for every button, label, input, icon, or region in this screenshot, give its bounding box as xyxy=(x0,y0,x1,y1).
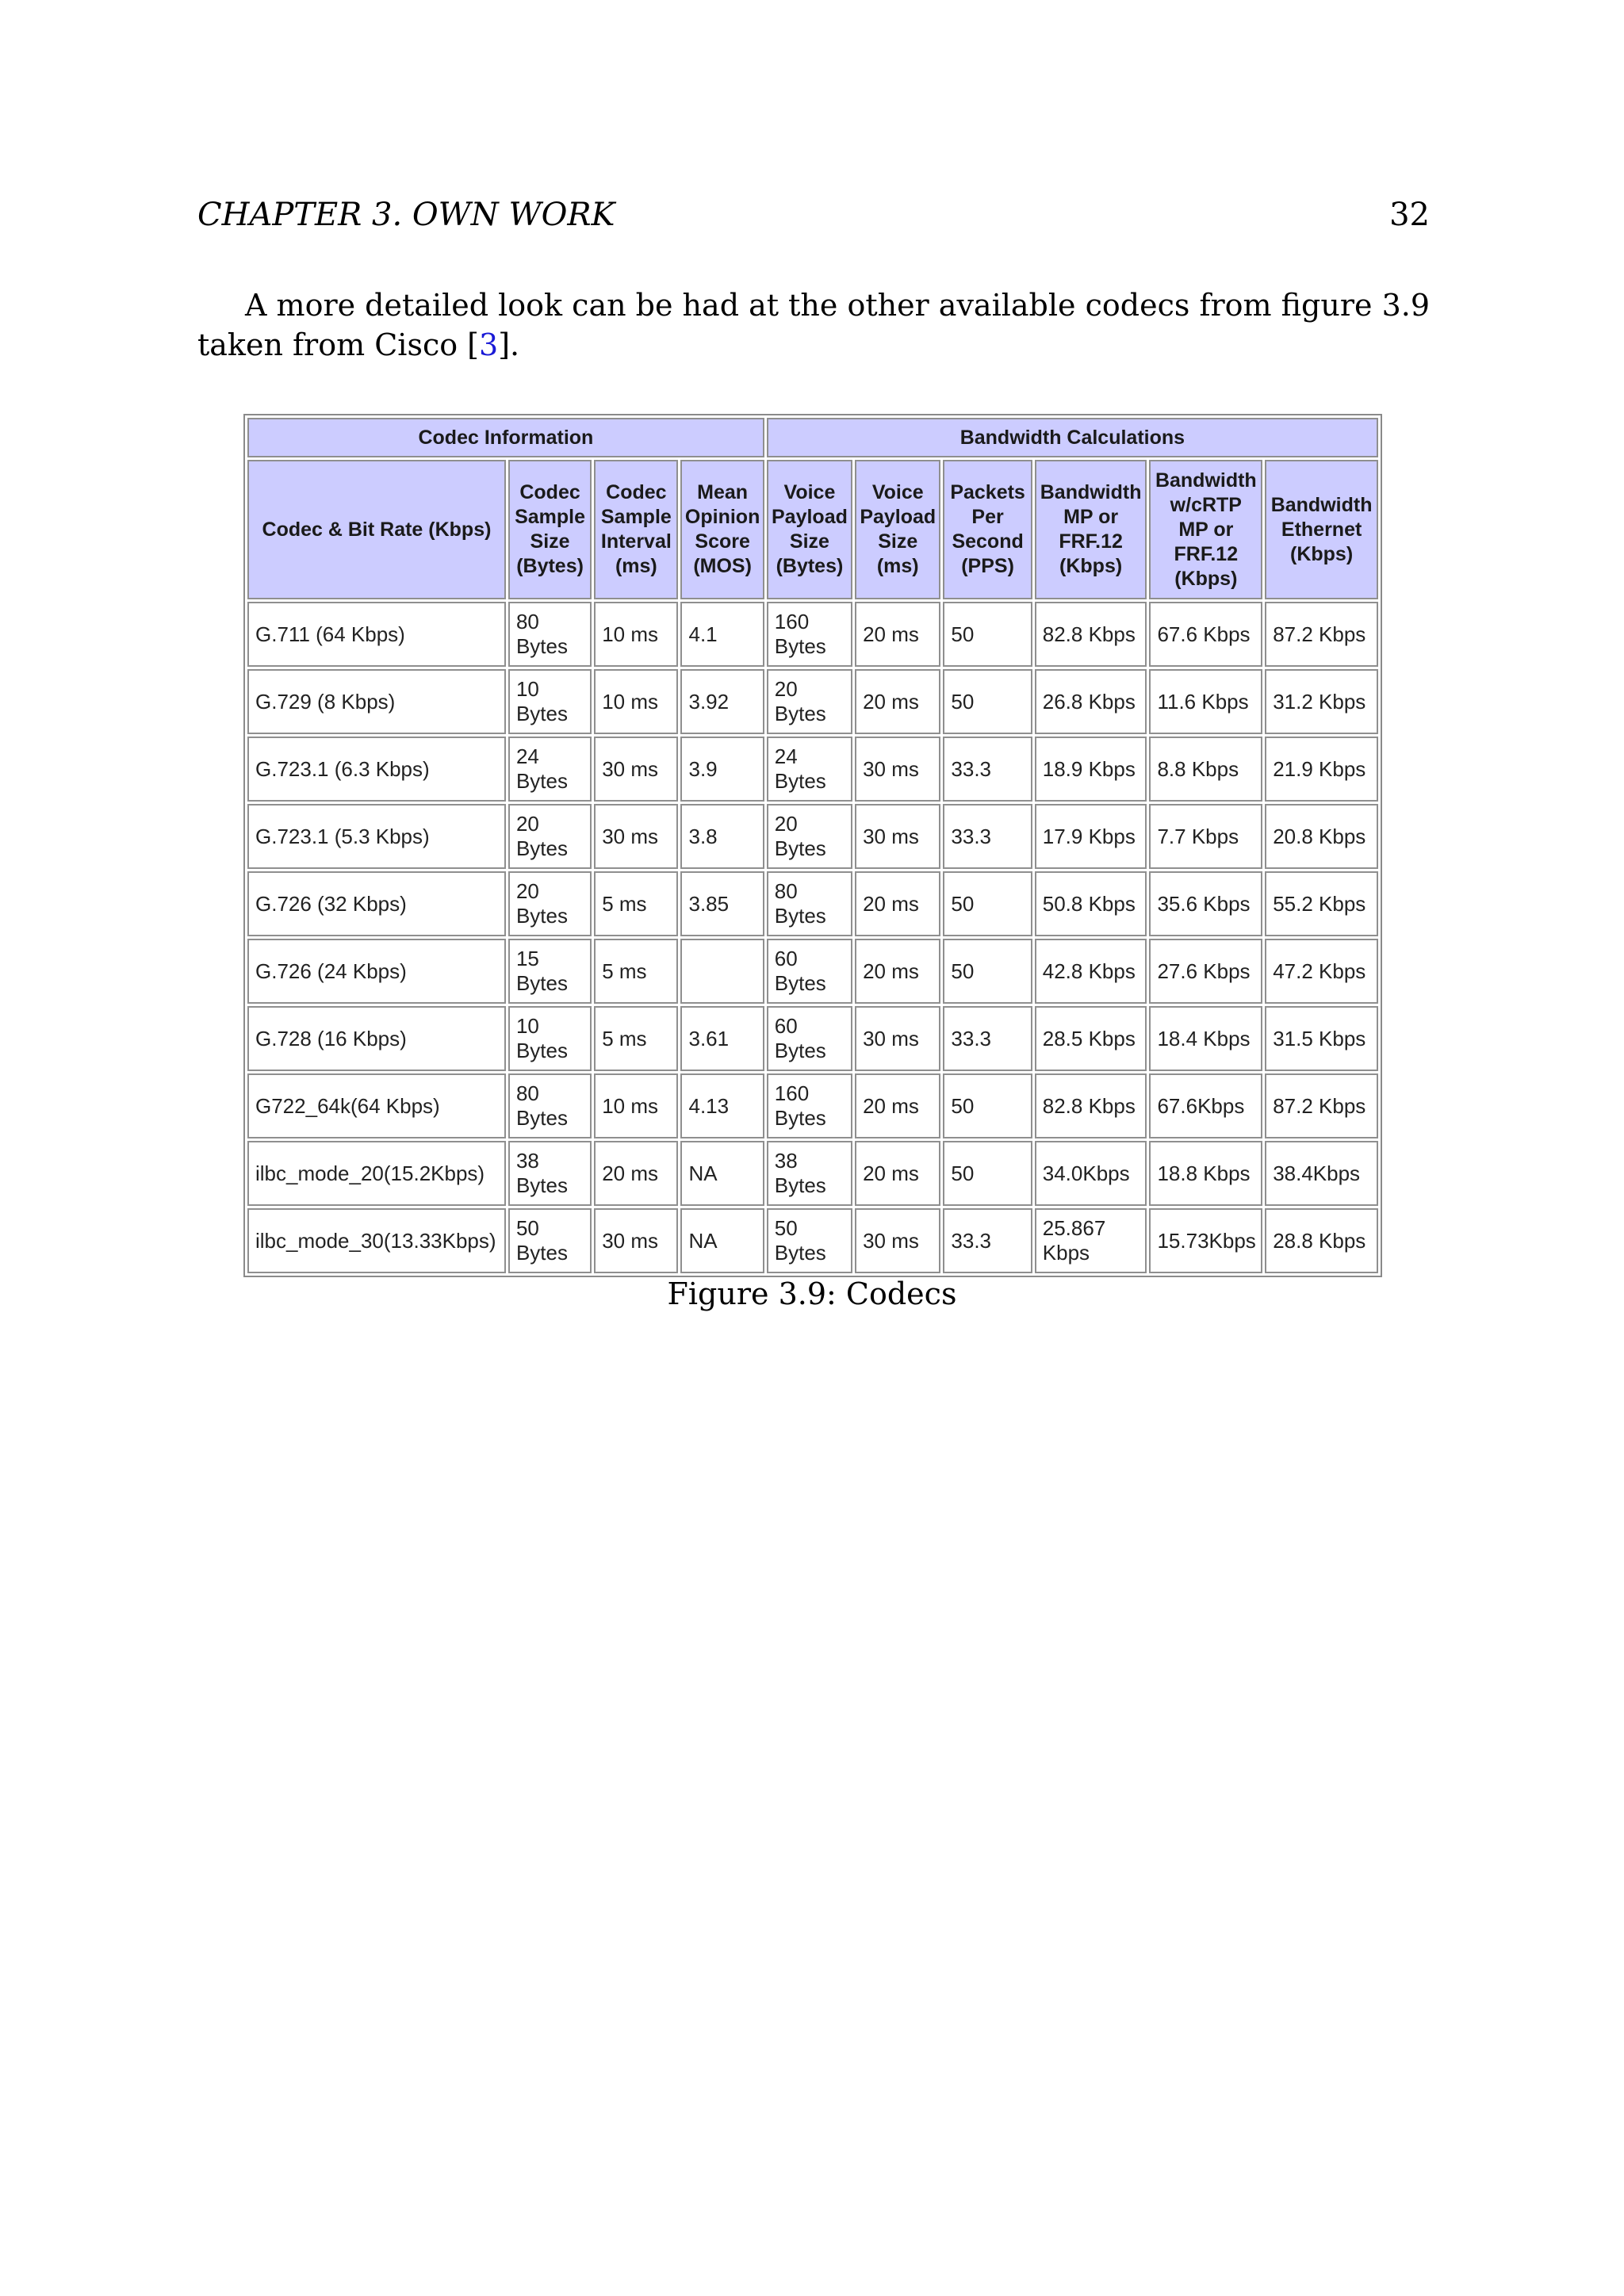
table-cell: 38 Bytes xyxy=(508,1141,592,1206)
codec-name-cell: ilbc_mode_30(13.33Kbps) xyxy=(247,1208,506,1273)
table-cell: 20 ms xyxy=(855,1141,940,1206)
column-header: Codec Sample Size (Bytes) xyxy=(508,460,592,599)
table-cell: 10 ms xyxy=(594,669,678,734)
table-cell: 80 Bytes xyxy=(508,1073,592,1138)
table-cell: 11.6 Kbps xyxy=(1149,669,1262,734)
column-header-row xyxy=(247,460,1378,599)
table-cell: 33.3 xyxy=(943,737,1032,802)
table-cell: 67.6Kbps xyxy=(1149,1073,1262,1138)
table-row xyxy=(247,602,1378,667)
table-cell: 18.9 Kbps xyxy=(1035,737,1147,802)
table-cell xyxy=(680,939,764,1004)
table-cell: 20 ms xyxy=(855,602,940,667)
table-row xyxy=(247,737,1378,802)
table-row xyxy=(247,1208,1378,1273)
table-row xyxy=(247,1006,1378,1071)
table-cell: 50 xyxy=(943,1073,1032,1138)
table-cell: 87.2 Kbps xyxy=(1265,1073,1378,1138)
table-cell: 8.8 Kbps xyxy=(1149,737,1262,802)
table-cell: 3.61 xyxy=(680,1006,764,1071)
page-number: 32 xyxy=(1389,197,1430,233)
table-cell: 21.9 Kbps xyxy=(1265,737,1378,802)
table-cell: 10 ms xyxy=(594,1073,678,1138)
figure-caption: Figure 3.9: Codecs xyxy=(667,1276,957,1311)
body-paragraph xyxy=(197,285,1430,365)
table-cell: 7.7 Kbps xyxy=(1149,804,1262,869)
table-cell: 30 ms xyxy=(855,1006,940,1071)
table-cell: 35.6 Kbps xyxy=(1149,871,1262,936)
codec-name-cell: G.729 (8 Kbps) xyxy=(247,669,506,734)
codec-name-cell: G.711 (64 Kbps) xyxy=(247,602,506,667)
table-cell: 31.2 Kbps xyxy=(1265,669,1378,734)
codec-name-cell: G722_64k(64 Kbps) xyxy=(247,1073,506,1138)
table-cell: 55.2 Kbps xyxy=(1265,871,1378,936)
codec-name-cell: G.723.1 (6.3 Kbps) xyxy=(247,737,506,802)
table-cell: 20 ms xyxy=(855,669,940,734)
table-cell: 28.5 Kbps xyxy=(1035,1006,1147,1071)
column-header: Codec Sample Interval (ms) xyxy=(594,460,678,599)
group-header-row xyxy=(247,418,1378,457)
table-cell: 20 Bytes xyxy=(767,669,852,734)
table-cell: 160 Bytes xyxy=(767,602,852,667)
table-cell: 26.8 Kbps xyxy=(1035,669,1147,734)
table-row xyxy=(247,871,1378,936)
codec-name-cell: G.726 (24 Kbps) xyxy=(247,939,506,1004)
table-cell: 50 Bytes xyxy=(767,1208,852,1273)
table-cell: 42.8 Kbps xyxy=(1035,939,1147,1004)
table-cell: 160 Bytes xyxy=(767,1073,852,1138)
table-cell: 20 Bytes xyxy=(767,804,852,869)
column-header: Voice Payload Size (Bytes) xyxy=(767,460,852,599)
table-cell: 50 xyxy=(943,1141,1032,1206)
codec-name-cell: ilbc_mode_20(15.2Kbps) xyxy=(247,1141,506,1206)
table-cell: 33.3 xyxy=(943,1208,1032,1273)
table-cell: 17.9 Kbps xyxy=(1035,804,1147,869)
table-cell: NA xyxy=(680,1208,764,1273)
table-cell: 4.1 xyxy=(680,602,764,667)
table-cell: 60 Bytes xyxy=(767,939,852,1004)
column-header: Packets Per Second (PPS) xyxy=(943,460,1032,599)
table-cell: 30 ms xyxy=(594,804,678,869)
table-cell: 82.8 Kbps xyxy=(1035,1073,1147,1138)
table-cell: 60 Bytes xyxy=(767,1006,852,1071)
table-cell: 20.8 Kbps xyxy=(1265,804,1378,869)
table-cell: 20 Bytes xyxy=(508,871,592,936)
table-cell: 50.8 Kbps xyxy=(1035,871,1147,936)
table-cell: 20 ms xyxy=(855,1073,940,1138)
table-cell: 30 ms xyxy=(855,1208,940,1273)
table-row xyxy=(247,804,1378,869)
table-cell: 33.3 xyxy=(943,1006,1032,1071)
table-cell: 18.4 Kbps xyxy=(1149,1006,1262,1071)
table-cell: 50 Bytes xyxy=(508,1208,592,1273)
table-cell: 82.8 Kbps xyxy=(1035,602,1147,667)
table-cell: 50 xyxy=(943,669,1032,734)
table-cell: 38.4Kbps xyxy=(1265,1141,1378,1206)
table-cell: 10 Bytes xyxy=(508,1006,592,1071)
table-cell: 5 ms xyxy=(594,1006,678,1071)
table-cell: 3.9 xyxy=(680,737,764,802)
table-cell: 33.3 xyxy=(943,804,1032,869)
table-cell: 80 Bytes xyxy=(767,871,852,936)
group-header-codec-information: Codec Information xyxy=(247,418,764,457)
page-header xyxy=(197,197,1430,241)
table-cell: 15 Bytes xyxy=(508,939,592,1004)
table-cell: 31.5 Kbps xyxy=(1265,1006,1378,1071)
column-header: Bandwidth Ethernet (Kbps) xyxy=(1265,460,1378,599)
table-cell: 30 ms xyxy=(594,1208,678,1273)
column-header: Bandwidth w/cRTP MP or FRF.12 (Kbps) xyxy=(1149,460,1262,599)
table-cell: 10 Bytes xyxy=(508,669,592,734)
table-cell: 20 Bytes xyxy=(508,804,592,869)
table-cell: 3.92 xyxy=(680,669,764,734)
table-cell: 18.8 Kbps xyxy=(1149,1141,1262,1206)
chapter-title: CHAPTER 3. OWN WORK xyxy=(197,197,615,233)
table-row xyxy=(247,1141,1378,1206)
codec-name-cell: G.726 (32 Kbps) xyxy=(247,871,506,936)
table-cell: 80 Bytes xyxy=(508,602,592,667)
citation-link[interactable]: 3 xyxy=(479,327,499,362)
table-cell: 24 Bytes xyxy=(508,737,592,802)
codec-figure xyxy=(243,414,1382,1265)
table-row xyxy=(247,1073,1378,1138)
group-header-bandwidth-calculations: Bandwidth Calculations xyxy=(767,418,1378,457)
table-cell: 30 ms xyxy=(594,737,678,802)
table-cell: 50 xyxy=(943,939,1032,1004)
column-header: Bandwidth MP or FRF.12 (Kbps) xyxy=(1035,460,1147,599)
table-cell: 3.8 xyxy=(680,804,764,869)
table-cell: 20 ms xyxy=(855,939,940,1004)
table-row xyxy=(247,939,1378,1004)
table-row xyxy=(247,669,1378,734)
table-cell: 20 ms xyxy=(855,871,940,936)
table-cell: 5 ms xyxy=(594,871,678,936)
codec-name-cell: G.728 (16 Kbps) xyxy=(247,1006,506,1071)
table-cell: 50 xyxy=(943,871,1032,936)
table-cell: 20 ms xyxy=(594,1141,678,1206)
codec-table xyxy=(243,414,1382,1277)
table-cell: 15.73Kbps xyxy=(1149,1208,1262,1273)
table-cell: 5 ms xyxy=(594,939,678,1004)
column-header: Mean Opinion Score (MOS) xyxy=(680,460,764,599)
table-cell: 47.2 Kbps xyxy=(1265,939,1378,1004)
table-cell: 10 ms xyxy=(594,602,678,667)
table-cell: 30 ms xyxy=(855,737,940,802)
table-cell: 25.867 Kbps xyxy=(1035,1208,1147,1273)
table-cell: 30 ms xyxy=(855,804,940,869)
table-cell: 38 Bytes xyxy=(767,1141,852,1206)
codec-name-cell: G.723.1 (5.3 Kbps) xyxy=(247,804,506,869)
paragraph-text: A more detailed look can be had at the other available codecs from figure 3.9 taken from Cisco [ xyxy=(197,288,1430,362)
table-cell: 27.6 Kbps xyxy=(1149,939,1262,1004)
table-body xyxy=(247,602,1378,1273)
table-cell: 50 xyxy=(943,602,1032,667)
table-cell: 4.13 xyxy=(680,1073,764,1138)
paragraph-text-end: ]. xyxy=(498,327,520,362)
table-cell: 28.8 Kbps xyxy=(1265,1208,1378,1273)
table-cell: 24 Bytes xyxy=(767,737,852,802)
table-cell: 67.6 Kbps xyxy=(1149,602,1262,667)
table-cell: 34.0Kbps xyxy=(1035,1141,1147,1206)
table-cell: 3.85 xyxy=(680,871,764,936)
column-header: Codec & Bit Rate (Kbps) xyxy=(247,460,506,599)
table-cell: NA xyxy=(680,1141,764,1206)
table-cell: 87.2 Kbps xyxy=(1265,602,1378,667)
column-header: Voice Payload Size (ms) xyxy=(855,460,940,599)
